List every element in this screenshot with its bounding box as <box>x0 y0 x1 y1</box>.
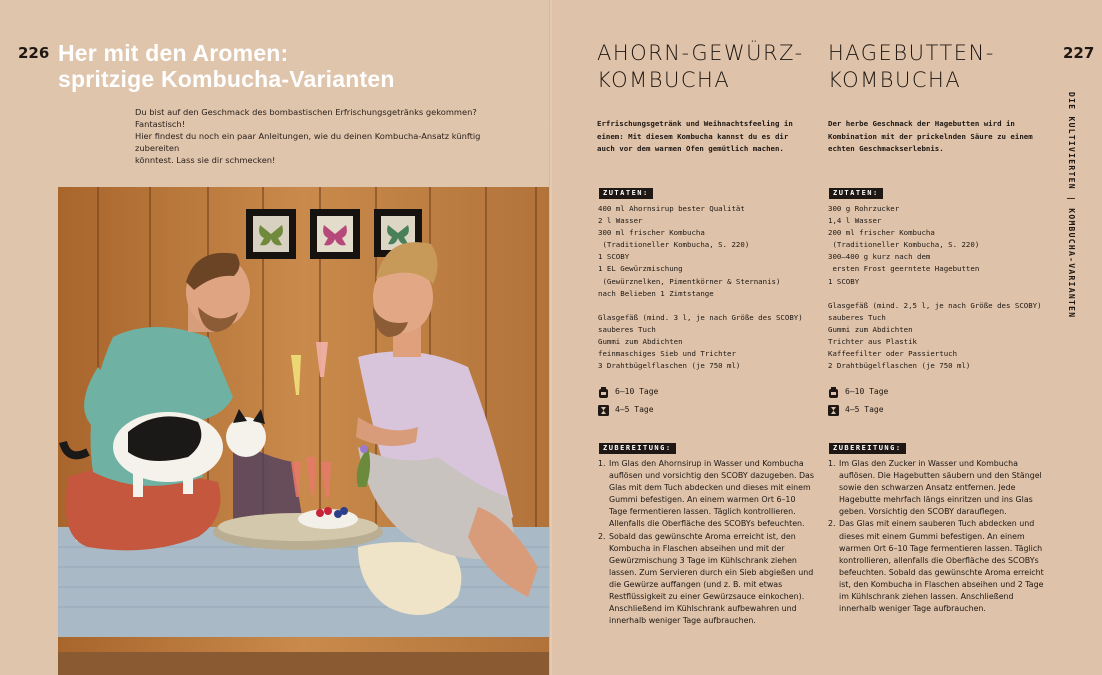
ingredient-line: Gummi zum Abdichten <box>598 336 683 346</box>
step-text: Das Glas mit einem sauberen Tuch abdecken und dieses mit einem Gummi befestigen. An einem warmen Ort 6–10 Tage fermentieren lassen. Täglich kontrollieren, allenfalls die Oberfläche des SCOBYs befeuchten. Sobald das gewünschte Aroma erreicht ist, den Kombucha in Flaschen abseihen und 2 Tage im Kühlschrank ziehen lassen. Anschließend innerhalb weniger Tage aufbrauchen. <box>839 519 1044 614</box>
hourglass-icon <box>598 405 609 416</box>
ingredient-line: nach Belieben 1 Zimtstange <box>598 288 714 298</box>
description-line: Kombination mit der prickelnden Säure zu einem <box>828 131 1033 141</box>
ingredient-line: (Traditioneller Kombucha, S. 220) <box>828 240 980 250</box>
ingredient-line <box>598 300 823 312</box>
ingredient-line: 300 g Rohrzucker <box>828 204 900 213</box>
preparation-steps <box>598 458 816 627</box>
headline-line-1: Her mit den Aromen: <box>58 40 289 66</box>
preparation-step: 2. Sobald das gewünschte Aroma erreicht ist, den Kombucha in Flaschen abseihen und mit der Gewürzmischung 3 Tage im Kühlschrank ziehen lassen. Zum Servieren durch ein Sieb abgießen und die Gewürze auffangen (und z. B. mit etwas Restflüssigkeit zu einer Gewürzsauce einkochen). Anschließend im Kühlschrank aufbewahren und innerhalb weniger Tage aufbrauchen. <box>598 531 814 626</box>
fermentation-time-2: 4–5 Tage <box>615 405 654 414</box>
intro-text <box>135 106 515 166</box>
ingredients-label: ZUTATEN: <box>599 188 653 199</box>
description-line: Der herbe Geschmack der Hagebutten wird in <box>828 119 1015 128</box>
recipe-title: HAGEBUTTEN- KOMBUCHA <box>828 41 995 92</box>
jar-icon <box>828 387 839 398</box>
ingredient-line: 1 EL Gewürzmischung <box>598 264 683 274</box>
preparation-step: 2. Das Glas mit einem sauberen Tuch abdecken und dieses mit einem Gummi befestigen. An einem warmen Ort 6–10 Tage fermentieren lassen. Täglich kontrollieren, allenfalls die Oberfläche des SCOBYs befeuchten. Sobald das gewünschte Aroma erreicht ist, den Kombucha in Flaschen abseihen und 2 Tage im Kühlschrank ziehen lassen. Anschließend innerhalb weniger Tage aufbrauchen. <box>828 519 1044 614</box>
preparation-label: ZUBEREITUNG: <box>599 443 676 454</box>
description-line: echten Geschmackserlebnis. <box>828 144 944 153</box>
ingredient-line: Kaffeefilter oder Passiertuch <box>828 349 958 359</box>
ingredient-line: feinmaschiges Sieb und Trichter <box>598 349 736 359</box>
recipe-ahorn <box>597 40 819 94</box>
ingredient-line: 300–400 g kurz nach dem <box>828 252 931 262</box>
preparation-step: 1. Im Glas den Ahornsirup in Wasser und Kombucha auflösen und vorsichtig den SCOBY dazugeben. Das Glas mit dem Tuch abdecken und dieses mit einem Gummi befestigen. An einem warmen Ort 6–10 Tage fermentieren lassen. Täglich kontrollieren. Allenfalls die Oberfläche des SCOBYs befeuchten. <box>598 459 814 529</box>
ingredient-line: (Traditioneller Kombucha, S. 220) <box>598 240 750 250</box>
page-number-right: 227 <box>1063 44 1095 62</box>
recipe-description <box>828 118 1050 156</box>
step-text: Sobald das gewünschte Aroma erreicht ist, den Kombucha in Flaschen abseihen und mit der Gewürzmischung 3 Tage im Kühlschrank ziehen lassen. Zum Servieren durch ein Sieb abgießen und die Gewürze auffangen (und z. B. mit etwas Restflüssigkeit zu einer Gewürzsauce einkochen). Anschließend im Kühlschrank aufbewahren und innerhalb weniger Tage aufbrauchen. <box>609 531 814 626</box>
description-line: Erfrischungsgetränk und Weihnachtsfeeling in <box>597 119 793 128</box>
recipe-title: AHORN-GEWÜRZ- KOMBUCHA <box>597 41 804 92</box>
ingredient-line: 300 ml frischer Kombucha <box>598 228 705 238</box>
preparation-steps <box>828 458 1046 615</box>
intro-line: könntest. Lass sie dir schmecken! <box>135 155 276 165</box>
vertical-side-label <box>1062 92 1080 322</box>
ingredient-line: 1 SCOBY <box>598 252 630 262</box>
ingredient-line: 1 SCOBY <box>828 276 860 286</box>
ingredient-line: sauberes Tuch <box>828 312 886 322</box>
ingredient-line: 2 l Wasser <box>598 216 643 226</box>
ingredient-line: ersten Frost geerntete Hagebutten <box>828 264 980 274</box>
ingredient-line: Glasgefäß (mind. 2,5 l, je nach Größe des SCOBY) <box>828 300 1042 310</box>
time-info <box>598 383 658 419</box>
recipe-hagebutten <box>828 40 1050 94</box>
ingredient-line: Gummi zum Abdichten <box>828 324 913 334</box>
fermentation-time-1: 6–10 Tage <box>615 387 659 396</box>
ingredient-line: 400 ml Ahornsirup bester Qualität <box>598 204 745 213</box>
fermentation-time-1: 6–10 Tage <box>845 387 889 396</box>
ingredients-label: ZUTATEN: <box>829 188 883 199</box>
ingredient-line: Trichter aus Plastik <box>828 336 917 346</box>
ingredient-line <box>828 288 1053 300</box>
ingredient-line: sauberes Tuch <box>598 324 656 334</box>
ingredient-line: 2 Drahtbügelflaschen (je 750 ml) <box>828 361 971 371</box>
description-line: auch vor dem warmen Ofen gemütlich machen. <box>597 144 784 153</box>
description-line: einem: Mit diesem Kombucha kannst du es dir <box>597 131 789 141</box>
fermentation-time-2: 4–5 Tage <box>845 405 884 414</box>
headline-line-2: spritzige Kombucha-Varianten <box>58 66 395 92</box>
ingredient-line: 200 ml frischer Kombucha <box>828 228 935 238</box>
preparation-step: 1. Im Glas den Zucker in Wasser und Kombucha auflösen. Die Hagebutten säubern und den Stängel sowie den schwarzen Ansatz entfernen. Jede Hagebutte mehrfach längs einritzen und ins Glas geben. Vorsichtig den SCOBY darauflegen. <box>828 459 1042 517</box>
page-headline <box>58 40 478 92</box>
time-info <box>828 383 888 419</box>
hourglass-icon <box>828 405 839 416</box>
photo-two-men-toasting-with-cat <box>58 187 550 675</box>
ingredient-line: (Gewürznelken, Pimentkörner & Sternanis) <box>598 276 781 286</box>
ingredient-line: 3 Drahtbügelflaschen (je 750 ml) <box>598 361 741 371</box>
step-text: Im Glas den Ahornsirup in Wasser und Kombucha auflösen und vorsichtig den SCOBY dazugeben. Das Glas mit dem Tuch abdecken und dieses mit einem Gummi befestigen. An einem warmen Ort 6–10 Tage fermentieren lassen. Täglich kontrollieren. Allenfalls die Oberfläche des SCOBYs befeuchten. <box>609 459 814 529</box>
intro-line: Du bist auf den Geschmack des bombastischen Erfrischungsgetränks gekommen? Fantastisch! <box>135 107 477 129</box>
page-number-left: 226 <box>18 44 50 62</box>
ingredient-line: Glasgefäß (mind. 3 l, je nach Größe des SCOBY) <box>598 312 803 322</box>
preparation-label: ZUBEREITUNG: <box>829 443 906 454</box>
ingredients-list <box>828 203 1053 372</box>
recipe-description <box>597 118 819 156</box>
step-text: Im Glas den Zucker in Wasser und Kombucha auflösen. Die Hagebutten säubern und den Stängel sowie den schwarzen Ansatz entfernen. Jede Hagebutte mehrfach längs einritzen und ins Glas geben. Vorsichtig den SCOBY darauflegen. <box>839 459 1042 517</box>
ingredient-line: 1,4 l Wasser <box>828 216 882 226</box>
jar-icon <box>598 387 609 398</box>
intro-line: Hier findest du noch ein paar Anleitungen, wie du deinen Kombucha-Ansatz künftig zubereiten <box>135 131 481 153</box>
side-label-text: DIE KULTIVIERTEN | KOMBUCHA-VARIANTEN <box>1067 92 1076 319</box>
ingredients-list <box>598 203 823 372</box>
